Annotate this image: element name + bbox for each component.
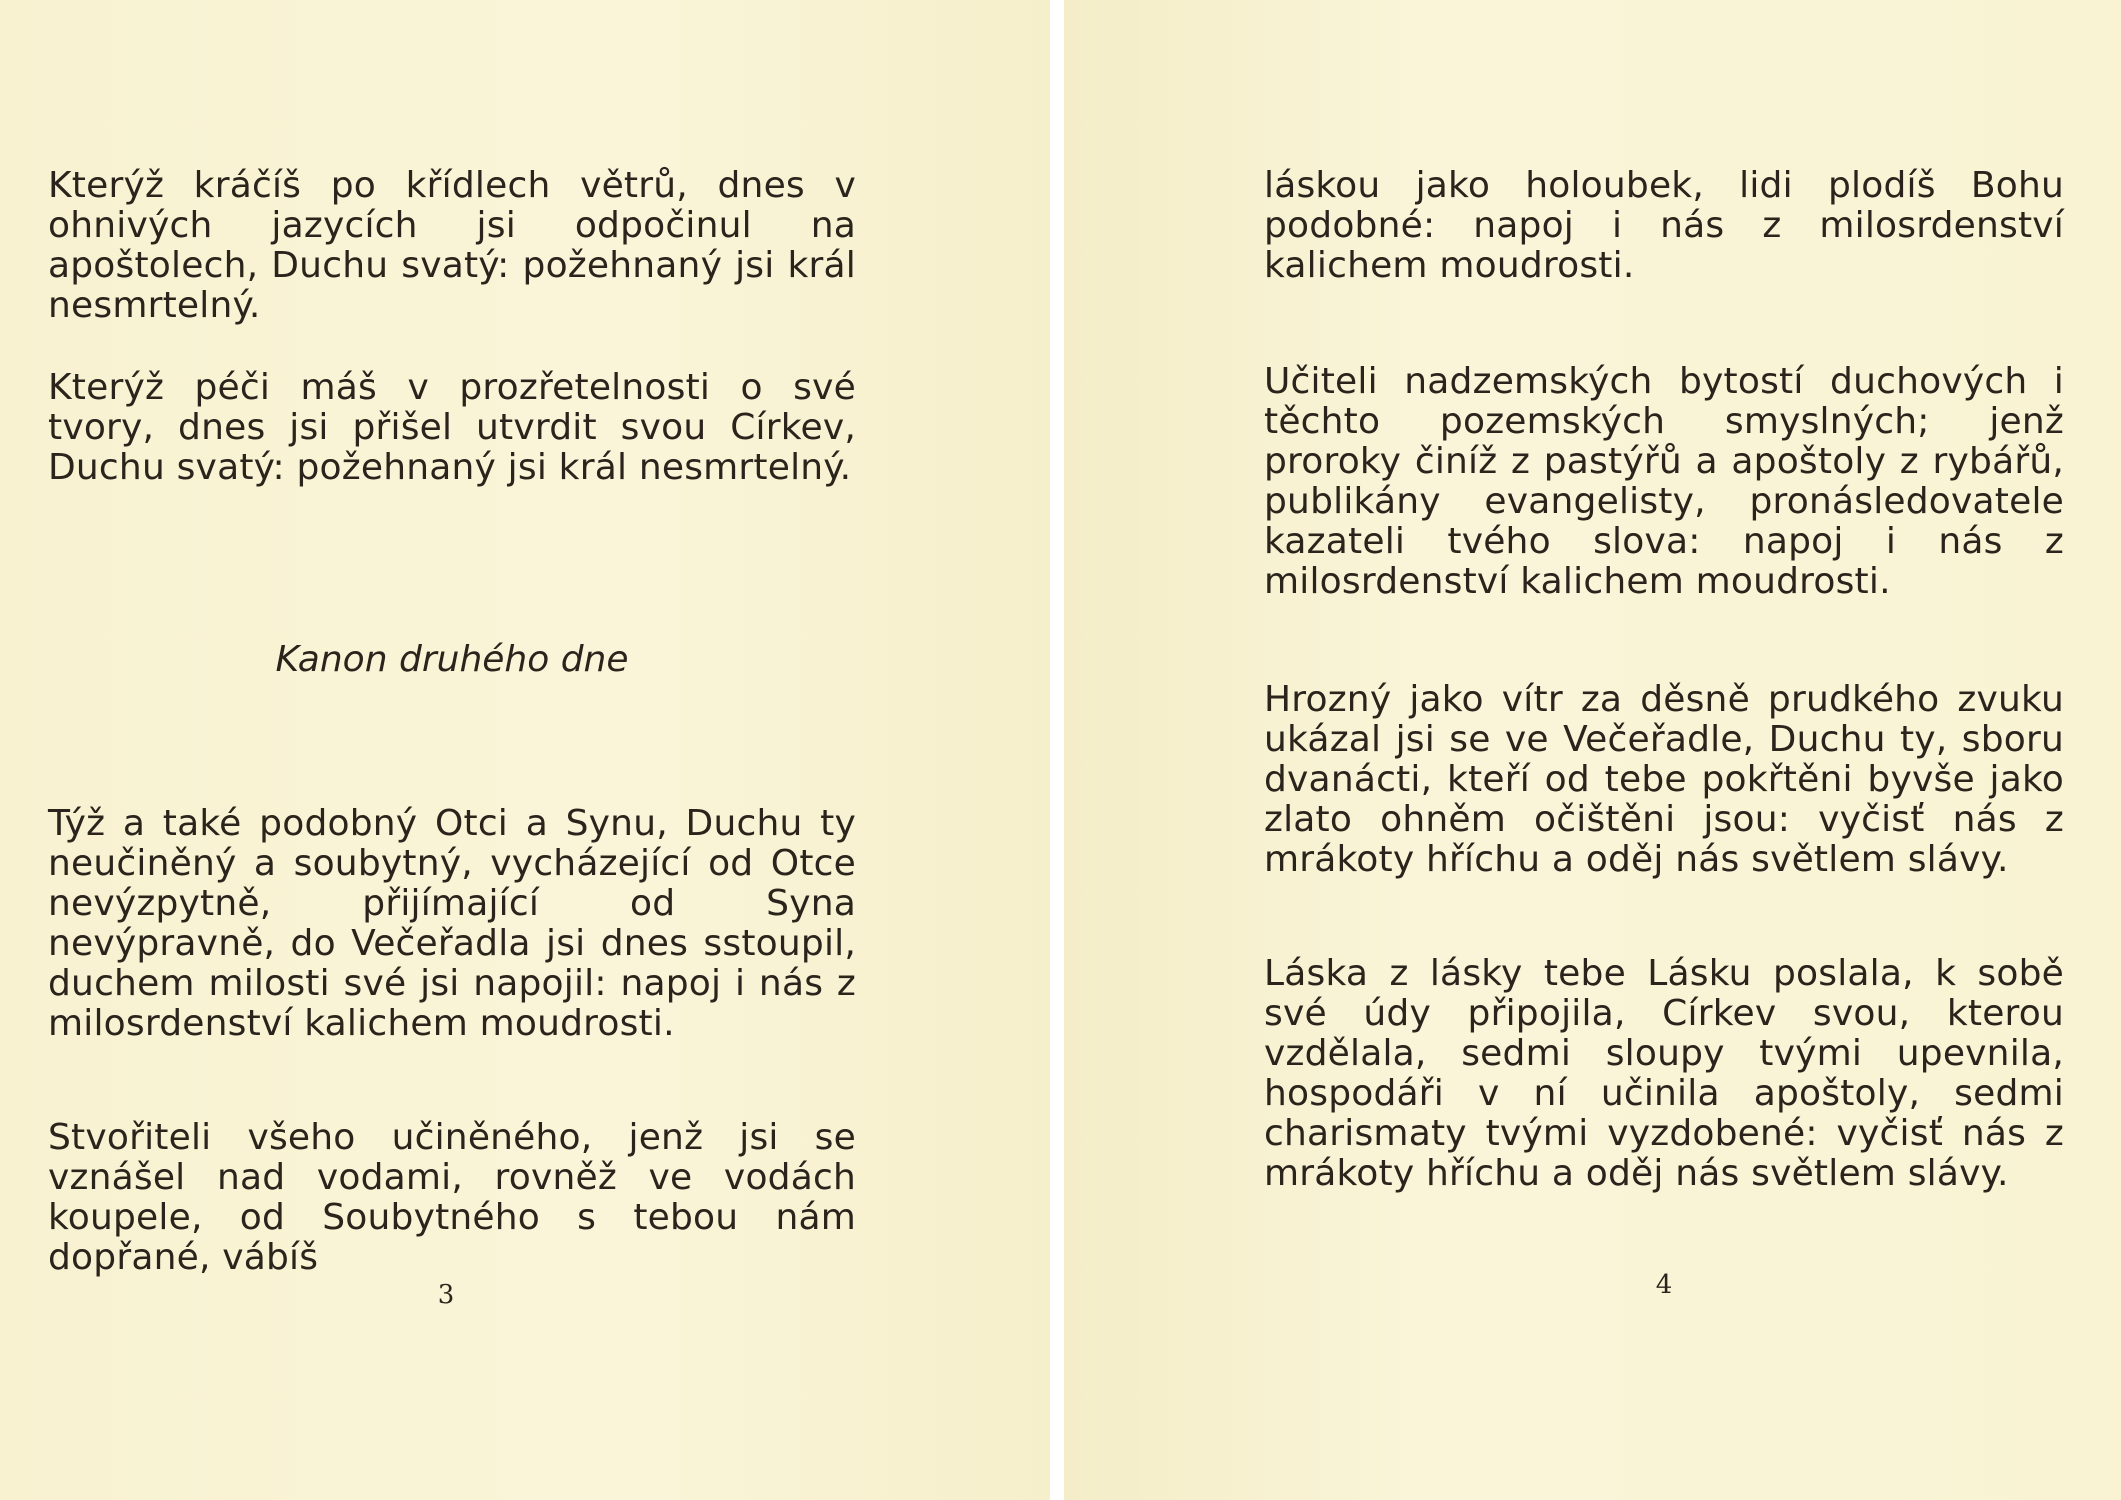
right-paragraph-2: Učiteli nadzemských bytostí duchových i těchto pozemských smyslných; jenž proroky činíž z pastýřů a apoštoly z rybářů, publikány evangelisty, pronásledovatele kazateli tvého slova: napoj i nás z milosrdenství kalichem moudrosti.: [1264, 361, 2064, 602]
page-number-left: 3: [437, 1280, 455, 1310]
right-paragraph-3: Hrozný jako vítr za děsně prudkého zvuku ukázal jsi se ve Večeřadle, Duchu ty, sboru dvanácti, kteří od tebe pokřtěni byvše jako zlato ohněm očištěni jsou: vyčisť nás z mrákoty hříchu a oděj nás světlem slávy.: [1264, 679, 2064, 880]
right-paragraph-1: láskou jako holoubek, lidi plodíš Bohu podobné: napoj i nás z milosrdenství kalichem moudrosti.: [1264, 165, 2064, 286]
right-page: [1064, 0, 2121, 1500]
book-gutter: [1050, 0, 1064, 1500]
right-paragraph-4: Láska z lásky tebe Lásku poslala, k sobě své údy připojila, Církev svou, kterou vzdělala, sedmi sloupy tvými upevnila, hospodáři v ní učinila apoštoly, sedmi charismaty tvými vyzdobené: vyčisť nás z mrákoty hříchu a oděj nás světlem slávy.: [1264, 953, 2064, 1194]
left-paragraph-1: Kterýž kráčíš po křídlech větrů, dnes v ohnivých jazycích jsi odpočinul na apoštolech, Duchu svatý: požehnaný jsi král nesmrtelný.: [48, 165, 856, 326]
left-paragraph-3: Týž a také podobný Otci a Synu, Duchu ty neučiněný a soubytný, vycházející od Otce nevýzpytně, přijímající od Syna nevýpravně, do Večeřadla jsi dnes sstoupil, duchem milosti své jsi napojil: napoj i nás z milosrdenství kalichem moudrosti.: [48, 803, 856, 1044]
left-paragraph-4: Stvořiteli všeho učiněného, jenž jsi se vznášel nad vodami, rovněž ve vodách koupele, od Soubytného s tebou nám dopřané, vábíš: [48, 1117, 856, 1278]
left-paragraph-2: Kterýž péči máš v prozřetelnosti o své tvory, dnes jsi přišel utvrdit svou Církev, Duchu svatý: požehnaný jsi král nesmrtelný.: [48, 367, 856, 488]
section-heading: Kanon druhého dne: [275, 639, 629, 680]
page-number-right: 4: [1655, 1270, 1673, 1300]
left-page: [0, 0, 1050, 1500]
